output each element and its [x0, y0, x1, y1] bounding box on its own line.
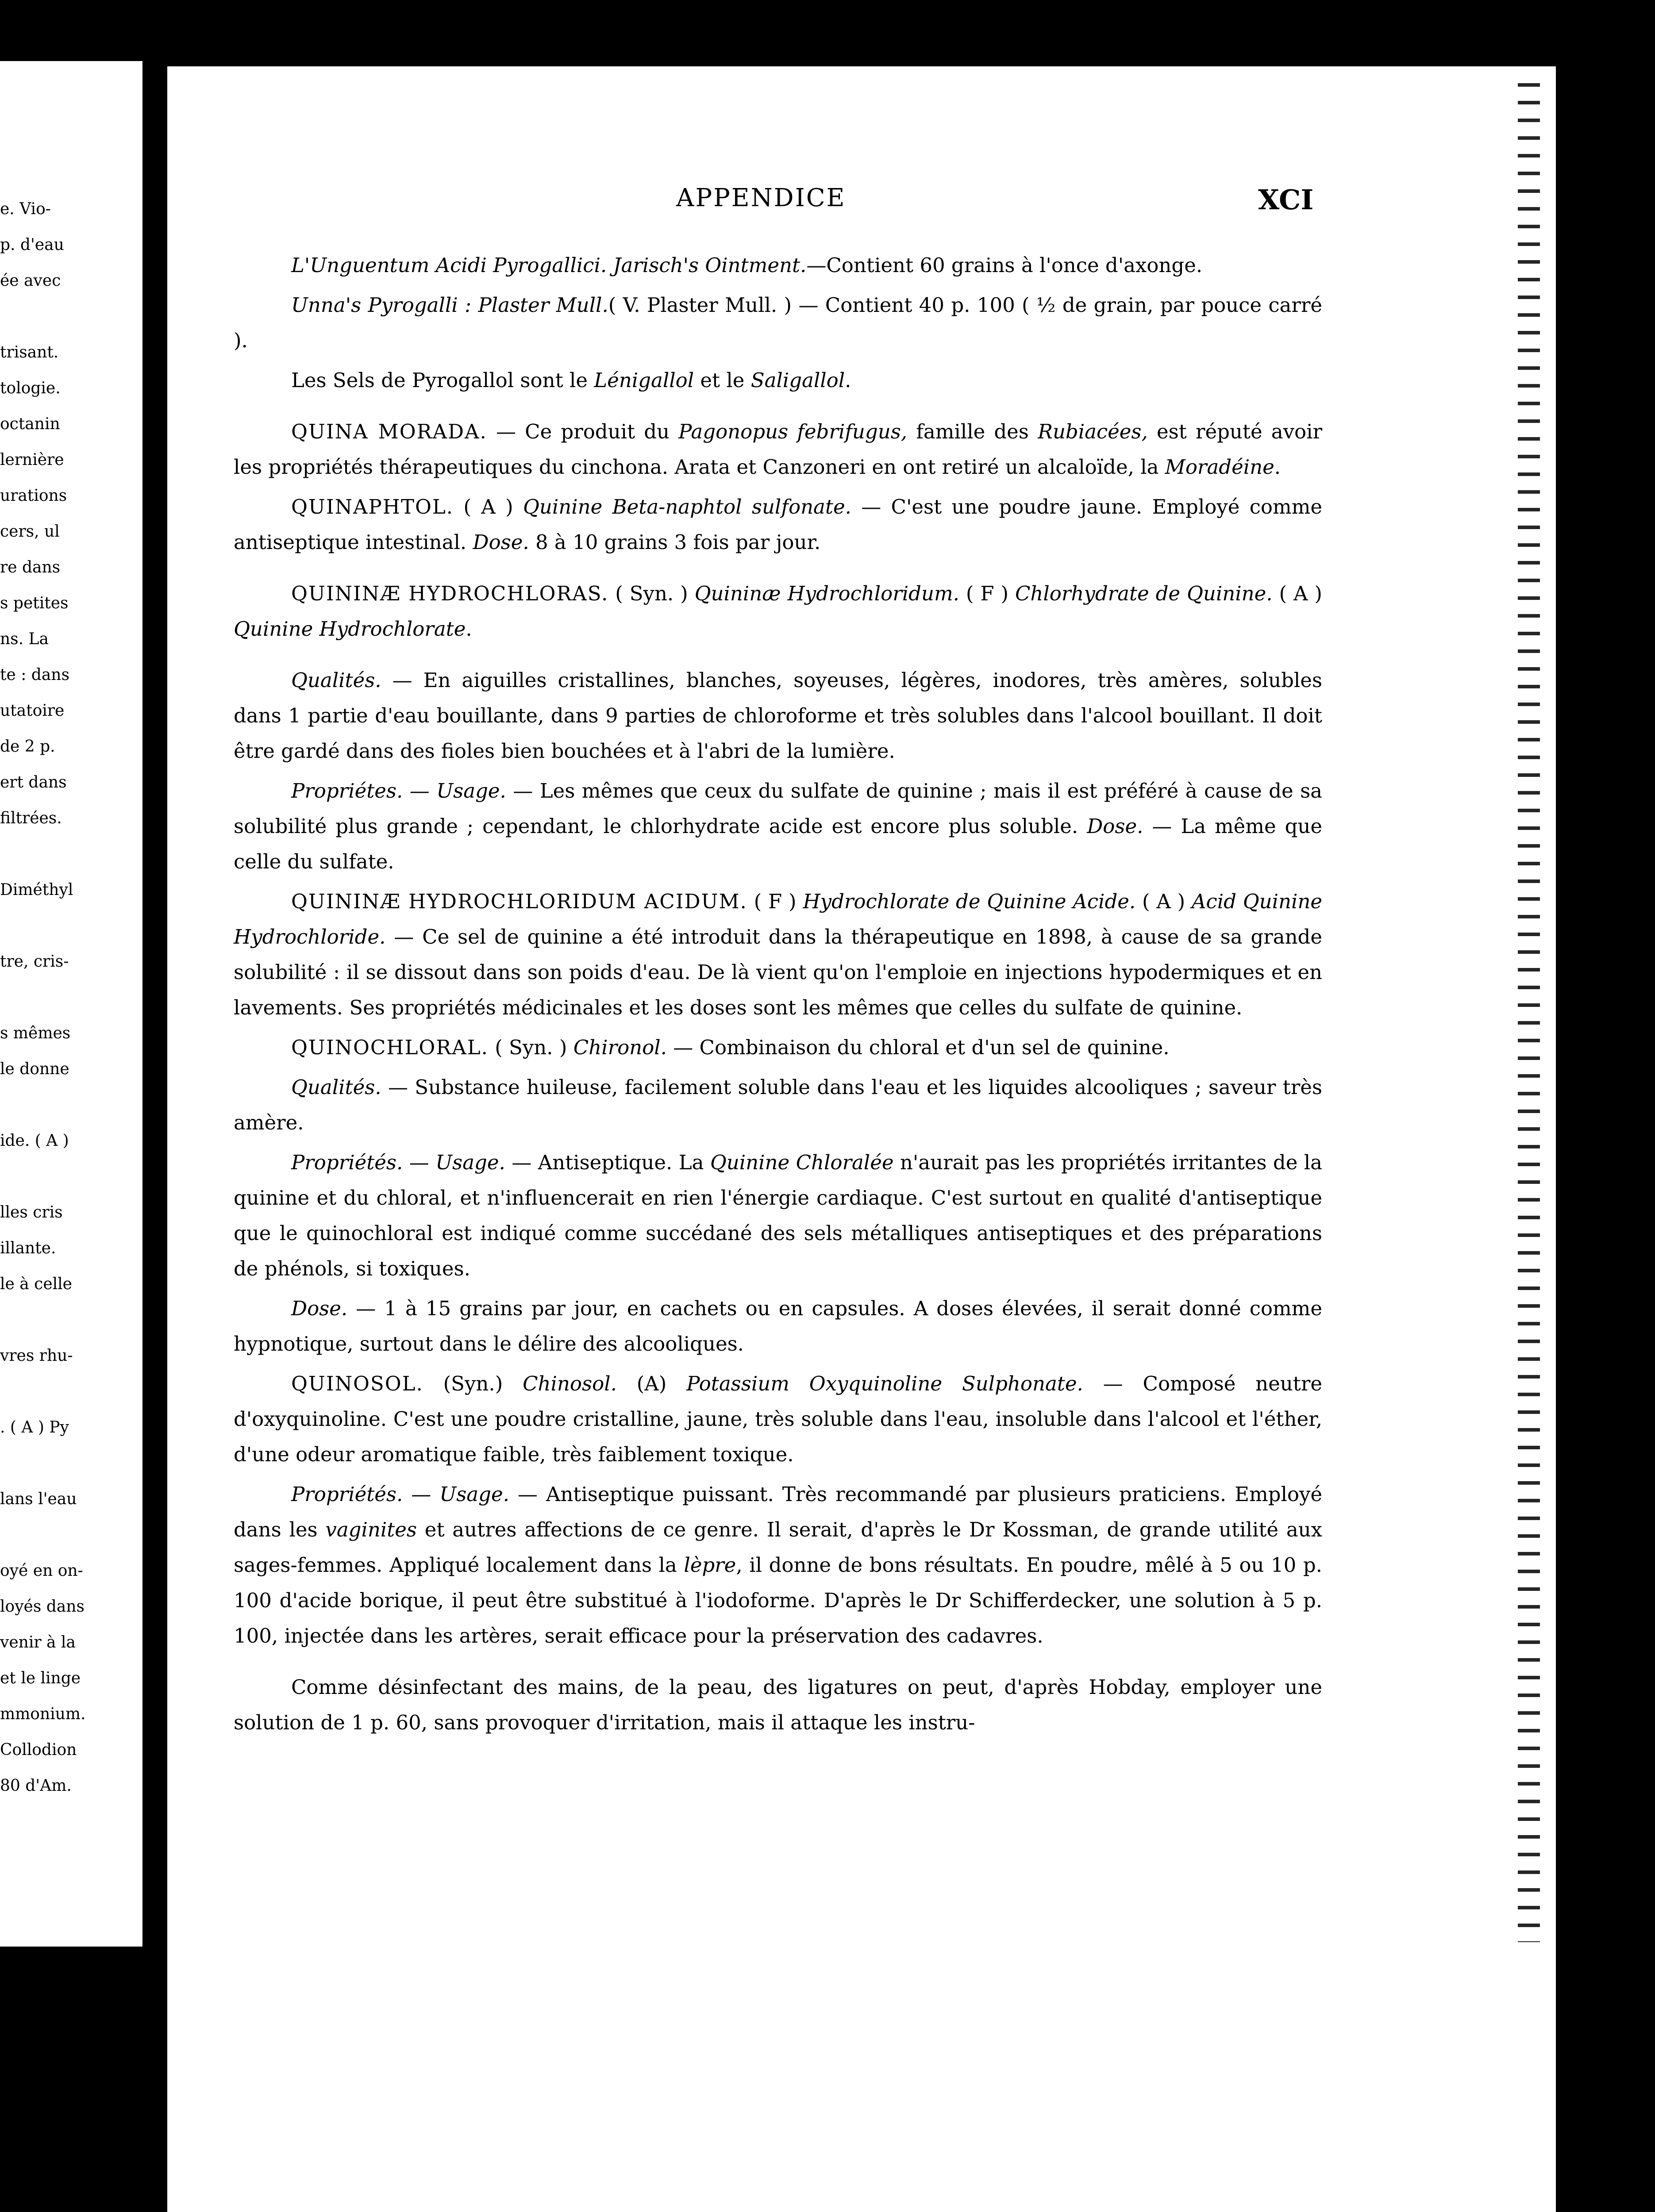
paragraph-qualites: Qualités. — Substance huileuse, facilement soluble dans l'eau et les liquides alcooliques ; saveur très amère. — [234, 1075, 1322, 1134]
left-page-line: urations — [0, 487, 67, 505]
left-page-line: ée avec — [0, 272, 61, 290]
entry-heading: QUINOSOL. — [291, 1372, 423, 1395]
paragraph-unna: Unna's Pyrogalli : Plaster Mull.( V. Plaster Mull. ) — Contient 40 p. 100 ( ½ de grain, par pouce carré ). — [234, 293, 1323, 352]
left-page-line: lles cris — [0, 1203, 63, 1221]
left-page-line: lans l'eau — [0, 1490, 77, 1508]
left-page-line: vres rhu- — [0, 1347, 73, 1365]
left-page-line: s petites — [0, 594, 69, 612]
page-edge-strip — [1518, 75, 1540, 1942]
left-page-line: tologie. — [0, 379, 61, 397]
left-page-line: te : dans — [0, 666, 69, 684]
paragraph-unguentum: L'Unguentum Acidi Pyrogallici. Jarisch's Ointment.—Contient 60 grains à l'once d'axonge. — [291, 253, 1203, 277]
entry-heading: QUININÆ HYDROCHLORAS. — [291, 582, 609, 605]
left-page-line: ert dans — [0, 773, 67, 791]
page-body — [234, 248, 1322, 1745]
left-page-line: 80 d'Am. — [0, 1777, 72, 1795]
left-page-line: re dans — [0, 558, 61, 576]
left-page-line: le donne — [0, 1060, 69, 1078]
left-page-line: ns. La — [0, 630, 49, 648]
entry-heading: QUINOCHLORAL. — [291, 1036, 489, 1059]
left-page-line: et le linge — [0, 1669, 81, 1687]
left-page-line: oyé en on- — [0, 1562, 83, 1580]
entry-quininae-hydrochloridum: QUININÆ HYDROCHLORIDUM ACIDUM. ( F ) Hydrochlorate de Quinine Acide. ( A ) Acid Quinine Hydrochloride. — Ce sel de quinine a été introduit dans la thérapeutique en 1898, à cause de sa grande solubilité : il se dissout dans son poids d'eau. De là vient qu'on l'emploie en injections hypodermiques et en lavements. Ses propriétés médicinales et les doses sont les mêmes que celles du sulfate de quinine. — [234, 890, 1322, 1019]
page-header — [167, 184, 1556, 219]
left-page-line: illante. — [0, 1239, 56, 1257]
entry-quina-morada: QUINA MORADA. — Ce produit du Pagonopus febrifugus, famille des Rubiacées, est réputé avoir les propriétés thérapeutiques du cinchona. Arata et Canzoneri en ont retiré un alcaloïde, la Moradéine. — [234, 420, 1322, 479]
entry-quinosol: QUINOSOL. (Syn.) Chinosol. (A) Potassium Oxyquinoline Sulphonate. — Composé neutre d'oxyquinoline. C'est une poudre cristalline, jaune, très soluble dans l'eau, insoluble dans l'alcool et l'éther, d'une odeur aromatique faible, très faiblement toxique. — [234, 1372, 1322, 1466]
paragraph-qualites: Qualités. — En aiguilles cristallines, blanches, soyeuses, légères, inodores, très amères, solubles dans 1 partie d'eau bouillante, dans 9 parties de chloroforme et très solubles dans l'alcool bouillant. Il doit être gardé dans des fioles bien bouchées et à l'abri de la lumière. — [234, 668, 1322, 763]
left-page-line: p. d'eau — [0, 236, 64, 254]
left-page-line: lernière — [0, 451, 64, 469]
left-page-line: octanin — [0, 415, 60, 433]
paragraph-desinfectant: Comme désinfectant des mains, de la peau, des ligatures on peut, d'après Hobday, employer une solution de 1 p. 60, sans provoquer d'irritation, mais il attaque les instru- — [234, 1675, 1322, 1734]
entry-heading: QUINA MORADA. — [291, 420, 487, 443]
left-page-line: Diméthyl — [0, 881, 73, 899]
paragraph-proprietes: Propriétés. — Usage. — Antiseptique. La Quinine Chloralée n'aurait pas les propriétés irritantes de la quinine et du chloral, et n'influencerait en rien l'énergie cardiaque. C'est surtout en qualité d'antiseptique que le quinochloral est indiqué comme succédané des sels métalliques antiseptiques et des préparations de phénols, si toxiques. — [234, 1151, 1322, 1280]
left-page-line: Collodion — [0, 1741, 77, 1759]
entry-quinaphtol: QUINAPHTOL. ( A ) Quinine Beta-naphtol sulfonate. — C'est une poudre jaune. Employé comme antiseptique intestinal. Dose. 8 à 10 grains 3 fois par jour. — [234, 495, 1322, 554]
left-page-line: filtrées. — [0, 809, 62, 827]
left-page-line: venir à la — [0, 1633, 76, 1651]
left-page-line: utatoire — [0, 702, 65, 720]
left-page-line: mmonium. — [0, 1705, 86, 1723]
entry-heading: QUINAPHTOL. — [291, 495, 454, 518]
left-page-line: tre, cris- — [0, 952, 69, 971]
running-title: APPENDICE — [676, 184, 846, 212]
entry-heading: QUININÆ HYDROCHLORIDUM ACIDUM. — [291, 890, 747, 913]
left-page-line: . ( A ) Py — [0, 1418, 69, 1436]
left-page-line: e. Vio- — [0, 200, 51, 218]
left-page-line: s mêmes — [0, 1024, 71, 1042]
left-page-line: le à celle — [0, 1275, 72, 1293]
left-page-line: cers, ul — [0, 522, 60, 541]
paragraph-pyrogallol-salts: Les Sels de Pyrogallol sont le Lénigallol et le Saligallol. — [291, 369, 851, 392]
left-page-line: ide. ( A ) — [0, 1132, 69, 1150]
entry-quininae-hydrochloras: QUININÆ HYDROCHLORAS. ( Syn. ) Quininæ Hydrochloridum. ( F ) Chlorhydrate de Quinine. ( A ) Quinine Hydrochlorate. — [234, 582, 1322, 641]
paragraph-dose: Dose. — 1 à 15 grains par jour, en cachets ou en capsules. A doses élevées, il serait donné comme hypnotique, surtout dans le délire des alcooliques. — [234, 1297, 1322, 1356]
left-page-line: de 2 p. — [0, 737, 55, 756]
paragraph-proprietes: Propriétes. — Usage. — Les mêmes que ceux du sulfate de quinine ; mais il est préféré à cause de sa solubilité plus grande ; cependant, le chlorhydrate acide est encore plus soluble. Dose. — La même que celle du sulfate. — [234, 779, 1322, 873]
page-number: XCI — [1258, 184, 1314, 216]
left-page-line: trisant. — [0, 343, 59, 361]
paragraph-proprietes: Propriétés. — Usage. — Antiseptique puissant. Très recommandé par plusieurs praticiens. Employé dans les vaginites et autres affections de ce genre. Il serait, d'après le Dr Kossman, de grande utilité aux sages-femmes. Appliqué localement dans la lèpre, il donne de bons résultats. En poudre, mêlé à 5 ou 10 p. 100 d'acide borique, il peut être substitué à l'iodoforme. D'après le Dr Schifferdecker, une solution à 5 p. 100, injectée dans les artères, serait efficace pour la préservation des cadavres. — [234, 1482, 1323, 1647]
left-page-fragment — [0, 61, 142, 1947]
page — [167, 66, 1556, 2212]
left-page-line: loyés dans — [0, 1598, 85, 1616]
entry-quinochloral: QUINOCHLORAL. ( Syn. ) Chironol. — Combinaison du chloral et d'un sel de quinine. — [291, 1036, 1170, 1059]
